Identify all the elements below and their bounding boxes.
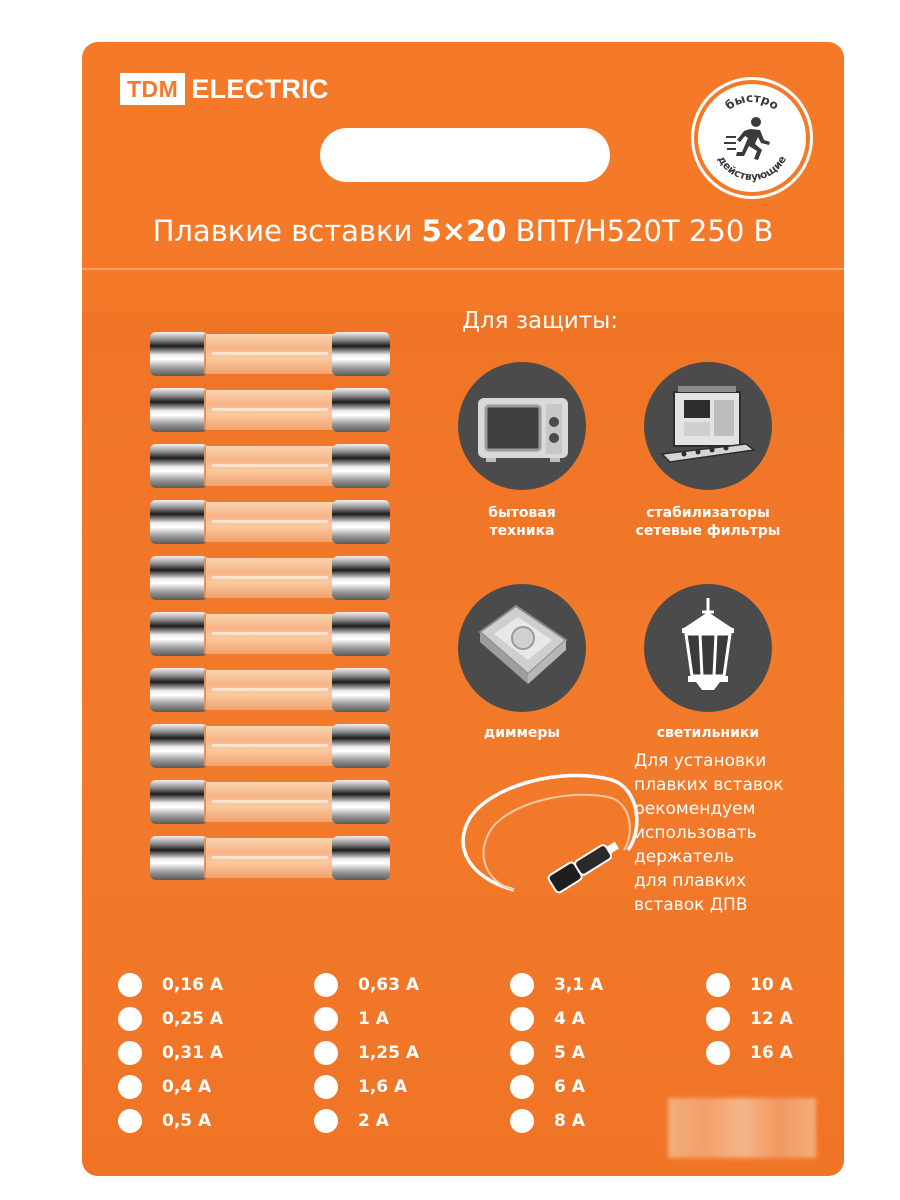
rating-circle-icon: [118, 1109, 142, 1133]
blurred-barcode: [668, 1098, 816, 1158]
fuse-glass: [204, 502, 336, 542]
fuse-glass: [204, 782, 336, 822]
rating-option: [118, 1004, 223, 1034]
fuse-cap-left: [150, 668, 208, 712]
rating-label: 8 А: [554, 1111, 585, 1131]
rating-label: 0,31 А: [162, 1043, 224, 1063]
rating-circle-icon: [706, 973, 730, 997]
rating-label: 1 А: [358, 1009, 389, 1029]
rating-option: [118, 1038, 223, 1068]
fuse-cap-right: [332, 388, 390, 432]
fuse-glass: [204, 334, 336, 374]
title-divider: [82, 268, 844, 270]
rating-label: 10 А: [750, 975, 793, 995]
brand-electric: ELECTRIC: [191, 73, 329, 104]
rating-label: 0,63 А: [358, 975, 420, 995]
microwave-icon: [458, 362, 586, 490]
fuse-item: [150, 554, 390, 604]
fuse-item: [150, 386, 390, 436]
fuse-cap-left: [150, 612, 208, 656]
rating-circle-icon: [314, 1041, 338, 1065]
rating-circle-icon: [314, 1075, 338, 1099]
fuse-cap-right: [332, 556, 390, 600]
rating-option: [706, 970, 793, 1000]
rating-label: 16 А: [750, 1043, 793, 1063]
holder-recommendation: Для установки плавких вставок рекомендуем использовать держатель для плавких вставок ДПВ: [634, 751, 784, 915]
rating-circle-icon: [118, 973, 142, 997]
hang-slot: [320, 128, 610, 182]
rating-label: 0,25 А: [162, 1009, 224, 1029]
fuse-item: [150, 666, 390, 716]
rating-label: 12 А: [750, 1009, 793, 1029]
fuse-glass: [204, 838, 336, 878]
rating-label: 1,6 А: [358, 1077, 408, 1097]
title-size: 5×20: [421, 214, 507, 248]
rating-label: 1,25 А: [358, 1043, 420, 1063]
rating-circle-icon: [510, 1041, 534, 1065]
rating-option: [118, 1072, 211, 1102]
fuse-cap-right: [332, 668, 390, 712]
rating-label: 5 А: [554, 1043, 585, 1063]
fuse-item: [150, 834, 390, 884]
lantern-circle: [644, 584, 772, 712]
rating-label: 0,5 А: [162, 1111, 212, 1131]
fuse-cap-left: [150, 444, 208, 488]
rating-label: 2 А: [358, 1111, 389, 1131]
rating-option: [510, 970, 603, 1000]
rating-circle-icon: [510, 1007, 534, 1031]
title-prefix: Плавкие вставки: [152, 214, 422, 248]
rating-circle-icon: [118, 1041, 142, 1065]
fuse-cap-right: [332, 332, 390, 376]
fuse-item: [150, 498, 390, 548]
rating-option: [510, 1106, 585, 1136]
rating-circle-icon: [706, 1007, 730, 1031]
rating-label: 4 А: [554, 1009, 585, 1029]
fuse-item: [150, 722, 390, 772]
rating-circle-icon: [510, 1075, 534, 1099]
fast-acting-badge: [694, 80, 810, 196]
fuse-glass: [204, 446, 336, 486]
fuse-cap-right: [332, 612, 390, 656]
fuse-cap-left: [150, 780, 208, 824]
rating-option: [314, 1072, 407, 1102]
fuse-cap-right: [332, 780, 390, 824]
rating-option: [314, 1038, 419, 1068]
caption-lamps: светильники: [656, 725, 760, 741]
product-title: [82, 214, 844, 248]
fuse-cap-left: [150, 388, 208, 432]
fuse-glass: [204, 670, 336, 710]
fuse-cap-right: [332, 444, 390, 488]
fuse-glass: [204, 558, 336, 598]
fuse-cap-right: [332, 500, 390, 544]
caption-dimmers: диммеры: [483, 725, 561, 741]
fuse-glass: [204, 726, 336, 766]
rating-option: [118, 970, 223, 1000]
dimmer-circle: [458, 584, 586, 712]
rating-label: 0,4 А: [162, 1077, 212, 1097]
title-suffix: ВПТ/Н520Т 250 В: [506, 214, 774, 248]
fuse-cap-left: [150, 332, 208, 376]
fuse-holder-icon: [452, 758, 642, 918]
rating-circle-icon: [510, 973, 534, 997]
rating-circle-icon: [118, 1075, 142, 1099]
brand-tdm: TDM: [120, 73, 185, 105]
rating-option: [314, 1106, 389, 1136]
rating-circle-icon: [314, 973, 338, 997]
rating-label: 0,16 А: [162, 975, 224, 995]
badge-line2: действующие: [715, 153, 789, 184]
rating-circle-icon: [118, 1007, 142, 1031]
fuse-stack: [150, 330, 390, 885]
rating-option: [510, 1004, 585, 1034]
fuse-item: [150, 442, 390, 492]
rating-circle-icon: [314, 1007, 338, 1031]
fuse-cap-right: [332, 836, 390, 880]
brand-logo: [120, 73, 329, 105]
rating-option: [118, 1106, 211, 1136]
dimmer-icon: [458, 584, 586, 712]
appliance-circle: [458, 362, 586, 490]
fuse-cap-left: [150, 556, 208, 600]
fuse-cap-left: [150, 724, 208, 768]
rating-circle-icon: [706, 1041, 730, 1065]
fuse-glass: [204, 614, 336, 654]
fuse-item: [150, 778, 390, 828]
blister-card: [82, 42, 844, 1176]
rating-option: [510, 1072, 585, 1102]
rating-circle-icon: [314, 1109, 338, 1133]
protect-heading: Для защиты:: [462, 308, 619, 334]
rating-option: [314, 1004, 389, 1034]
caption-appliances: бытовая техника: [488, 505, 556, 539]
rating-option: [314, 970, 419, 1000]
rating-option: [706, 1038, 793, 1068]
fuse-glass: [204, 390, 336, 430]
fuse-cap-left: [150, 500, 208, 544]
stabilizer-circle: [644, 362, 772, 490]
fuse-item: [150, 610, 390, 660]
fuse-cap-left: [150, 836, 208, 880]
rating-option: [510, 1038, 585, 1068]
stabilizer-icon: [644, 362, 772, 490]
rating-label: 6 А: [554, 1077, 585, 1097]
lantern-icon: [644, 584, 772, 712]
fuse-cap-right: [332, 724, 390, 768]
rating-option: [706, 1004, 793, 1034]
fuse-item: [150, 330, 390, 380]
rating-label: 3,1 А: [554, 975, 604, 995]
caption-stabilizers: стабилизаторы сетевые фильтры: [635, 505, 781, 539]
rating-circle-icon: [510, 1109, 534, 1133]
badge-line1: быстро: [722, 90, 782, 113]
